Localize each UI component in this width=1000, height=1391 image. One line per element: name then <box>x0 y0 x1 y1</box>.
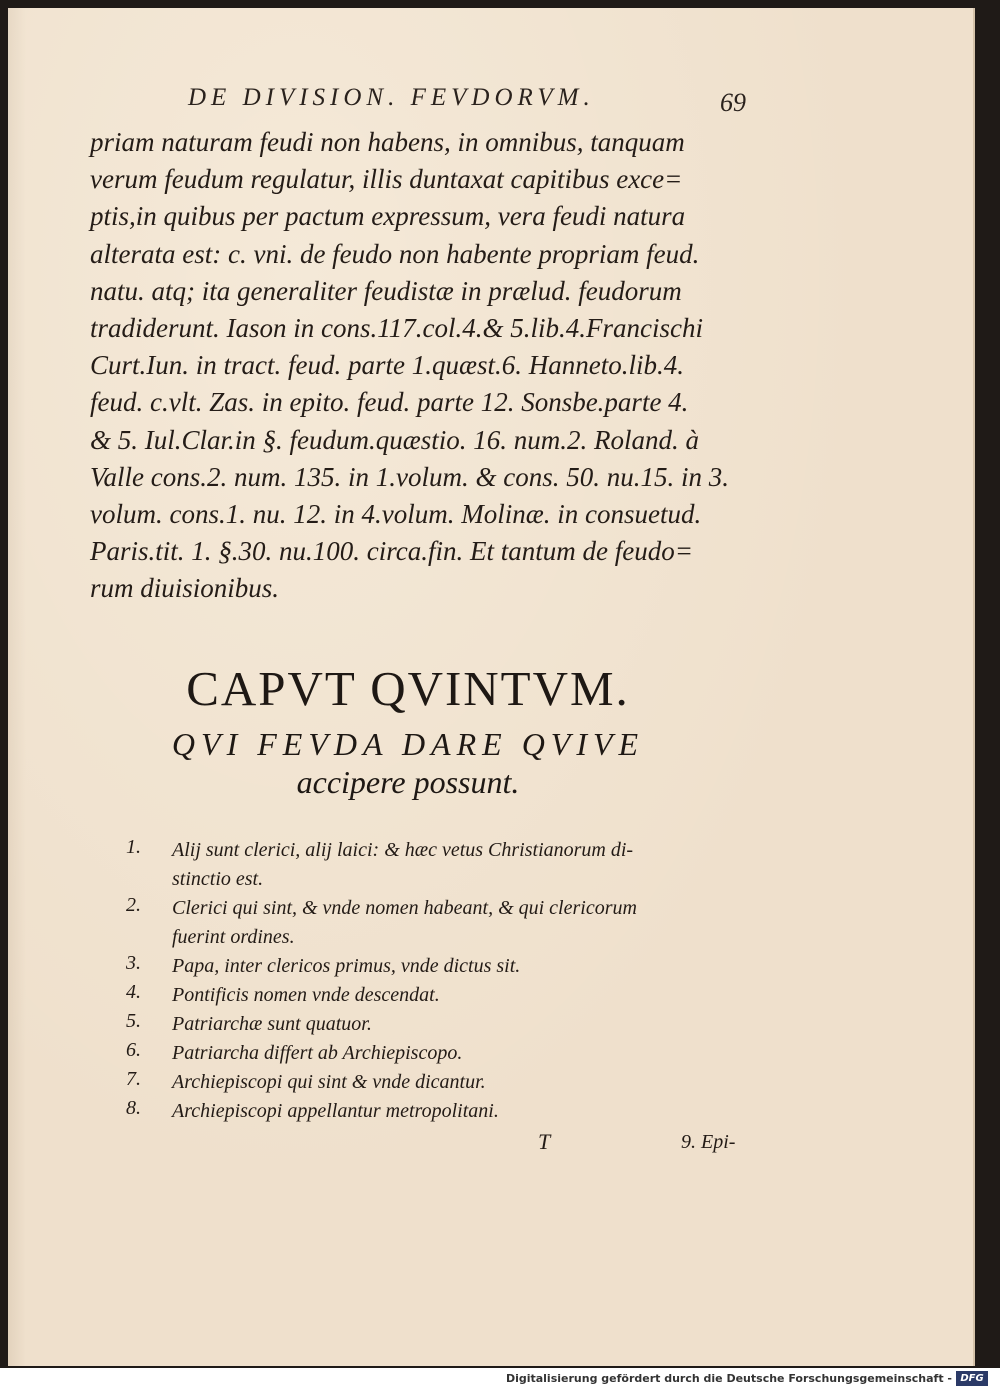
summary-line: stinctio est. <box>172 868 264 890</box>
body-line: rum diuisionibus. <box>90 573 280 604</box>
summary-item <box>126 952 766 981</box>
summary-line: Alij sunt clerici, alij laici: & hæc vetus Christianorum di- <box>172 839 634 861</box>
summary-text <box>172 952 766 981</box>
body-line: priam naturam feudi non habens, in omnibus, tanquam <box>90 127 685 157</box>
funding-note: Digitalisierung gefördert durch die Deutsche Forschungsgemeinschaft - <box>505 1372 952 1385</box>
summary-text <box>172 836 766 894</box>
summary-line: Clerici qui sint, & vnde nomen habeant, & qui clericorum <box>172 897 637 919</box>
summary-text <box>172 894 766 952</box>
summary-number: 6. <box>126 1039 141 1061</box>
summary-number: 2. <box>126 894 141 916</box>
summary-number: 7. <box>126 1068 141 1090</box>
chapter-title: CAPVT QVINTVM. <box>186 661 630 716</box>
summary-line: Archiepiscopi qui sint & vnde dicantur. <box>172 1071 486 1093</box>
body-line: Curt.Iun. in tract. feud. parte 1.quæst.6. Hanneto.lib.4. <box>90 350 684 381</box>
summary-line: fuerint ordines. <box>172 926 295 948</box>
summary-text <box>172 1068 766 1097</box>
summary-number: 5. <box>126 1010 141 1032</box>
summary-item <box>126 981 766 1010</box>
footer-bar <box>0 1368 1000 1391</box>
body-line: & 5. Iul.Clar.in §. feudum.quæstio. 16. num.2. Roland. à <box>90 424 700 455</box>
running-head: DE DIVISION. FEVDORVM. <box>188 84 595 111</box>
chapter-subtitle-line1: QVI FEVDA DARE QVIVE <box>171 726 645 762</box>
summary-item <box>126 1010 766 1039</box>
summary-line: Papa, inter clericos primus, vnde dictus sit. <box>172 955 521 977</box>
summary-line: Pontificis nomen vnde descendat. <box>172 984 440 1006</box>
summary-line: Patriarcha differt ab Archiepiscopo. <box>172 1042 463 1064</box>
body-line: tradiderunt. Iason in cons.117.col.4.& 5.lib.4.Francischi <box>90 313 703 344</box>
body-line: feud. c.vlt. Zas. in epito. feud. parte 12. Sonsbe.parte 4. <box>90 387 689 418</box>
summary-text <box>172 1039 766 1068</box>
body-paragraph <box>90 124 750 608</box>
summary-text <box>172 981 766 1010</box>
body-line: volum. cons.1. nu. 12. in 4.volum. Molinæ. in consuetud. <box>90 499 702 530</box>
body-line: alterata est: c. vni. de feudo non habente propriam feud. <box>90 238 700 269</box>
body-line: ptis,in quibus per pactum expressum, vera feudi natura <box>90 201 686 232</box>
summary-item <box>126 1039 766 1068</box>
body-line: Paris.tit. 1. §.30. nu.100. circa.fin. Et tantum de feudo= <box>90 536 693 567</box>
summary-line: Patriarchæ sunt quatuor. <box>172 1013 372 1035</box>
summary-number: 4. <box>126 981 141 1003</box>
catchword: 9. Epi- <box>681 1131 736 1153</box>
body-line: verum feudum regulatur, illis duntaxat capitibus exce= <box>90 164 683 195</box>
summary-number: 3. <box>126 952 141 974</box>
summary-item <box>126 1068 766 1097</box>
chapter-subtitle-line2: accipere possunt. <box>296 764 520 800</box>
page-number: 69 <box>720 88 746 117</box>
summary-number: 1. <box>126 836 141 858</box>
dfg-logo: DFG <box>956 1371 988 1386</box>
summary-item <box>126 894 766 952</box>
summary-text <box>172 1097 766 1126</box>
signature-mark: T <box>538 1129 551 1154</box>
summary-line: Archiepiscopi appellantur metropolitani. <box>172 1100 499 1122</box>
book-page <box>8 8 975 1366</box>
summary-item <box>126 1097 766 1126</box>
summary-item <box>126 836 766 894</box>
chapter-summary-list <box>126 836 766 1126</box>
body-line: natu. atq; ita generaliter feudistæ in prælud. feudorum <box>90 275 682 306</box>
summary-text <box>172 1010 766 1039</box>
summary-number: 8. <box>126 1097 141 1119</box>
body-line: Valle cons.2. num. 135. in 1.volum. & cons. 50. nu.15. in 3. <box>90 461 729 492</box>
